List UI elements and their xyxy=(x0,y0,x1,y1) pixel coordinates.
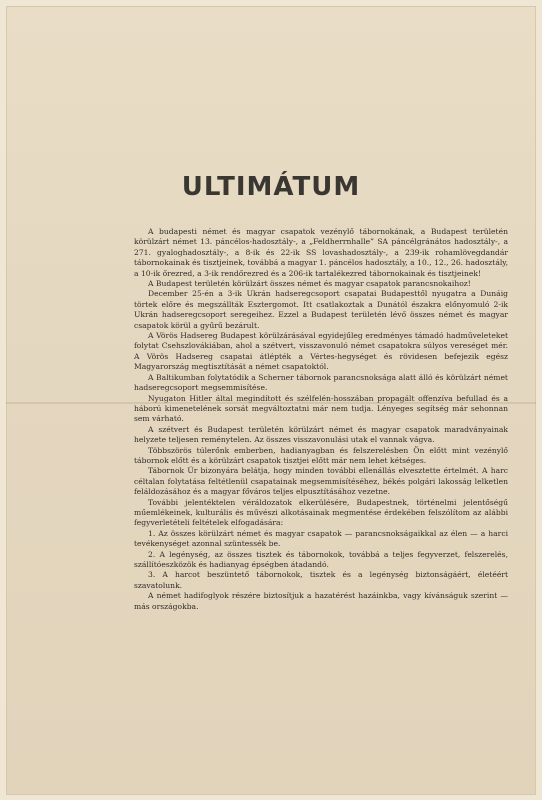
paragraph-prisoners: A német hadifoglyok részére biztosítjuk a hazatérést hazáinkba, vagy kívánságuk szerint — más országokba. xyxy=(134,591,508,611)
paragraph-red-army: A Vörös Hadsereg Budapest körülzárásával egyidejűleg eredményes támadó hadműveleteket folytat Csehszlovákiában, ahol a szétvert, visszavonuló német csapatokra súlyos vereséget mér. A Vörös Hadsereg csapatai átlépték a Vértes-hegységet és rövidesen befejezik egész Magyarország megtisztítását a német csapatoktól. xyxy=(134,331,508,372)
condition-2: 2. A legénység, az összes tisztek és tábornokok, továbbá a teljes fegyverzet, felszerelés, szállítóeszközök és hadianyag épségben átadandó. xyxy=(134,549,508,569)
document-title: ULTIMÁTUM xyxy=(181,172,361,202)
condition-1: 1. Az összes körülzárt német és magyar csapatok — parancsnokságaikkal az élen — a harci tevékenységet azonnal szüntessék be. xyxy=(134,528,508,549)
paragraph-general: Tábornok Úr bizonyára belátja, hogy minden további ellenállás elvesztette értelmét. A harc céltalan folytatása feltétlenül csapatainak megsemmisítéséhez, békés polgári lakosság lelketlen feláldozásához és a magyar főváros teljes elpusztításához vezetne. xyxy=(134,466,508,497)
paragraph-summons: További jelentéktelen véráldozatok elkerülésére, Budapestnek, történelmi jelentőségű műemlékeinek, kulturális és művészi alkotásainak megmentése érdekében felszólítom az alábbi fegyverletételi feltételek elfogadására: xyxy=(134,497,508,528)
paragraph-addressee: A budapesti német és magyar csapatok vezénylő tábornokának, a Budapest területén körülzárt német 13. páncélos-hadosztály-, a „Feldherrnhalle” SA páncélgránátos hadosztály-, a 271. gyaloghadosztály-, a 8-ik és 22-ik SS lovashadosztály-, a 239-ik rohamlövegdandár tábornokainak és tisztjeinek, továbbá a magyar 1. páncélos hadosztály, a 10., 12., 26. hadosztály, a 10-ik őrezred, a 3-ik rendőrezred és a 206-ik tartalékezred tábornokainak és tisztjeinek! xyxy=(134,227,508,278)
paragraph-december-25: December 25-én a 3-ik Ukrán hadseregcsoport csapatai Budapesttől nyugatra a Dunáig törtek előre és megszállták Esztergomot. Itt csatlakoztak a Dunától északra előnyomuló 2-ik Ukrán hadseregcsoport seregeihez. Ezzel a Budapest területén lévő összes német és magyar csapatok körül a gyűrű bezárult. xyxy=(134,289,508,330)
document-body xyxy=(134,227,508,612)
paragraph-west-offensive: Nyugaton Hitler által megindított és szélfelén-hosszában propagált offenzíva befullad és a háború kimenetelének sorsát megváltoztatni már nem tudja. Lényeges segítség már sehonnan sem várható. xyxy=(134,393,508,424)
condition-3: 3. A harcot beszüntető tábornokok, tisztek és a legénység biztonságáért, életéért szavatolunk. xyxy=(134,570,508,590)
paragraph-baltic: A Baltikumban folytatódik a Scherner tábornok parancsnoksága alatt álló és körülzárt német hadseregcsoport megsemmisítése. xyxy=(134,372,508,393)
document-page xyxy=(6,6,536,795)
paragraph-situation: A szétvert és Budapest területén körülzárt német és magyar csapatok maradványainak helyzete teljesen reménytelen. Az összes visszavonulási utak el vannak vágva. xyxy=(134,424,508,445)
paragraph-commanders: A Budapest területén körülzárt összes német és magyar csapatok parancsnokaihoz! xyxy=(148,279,471,289)
paragraph-superiority: Többszörös túlerőnk emberben, hadianyagban és felszerelésben Ön előtt mint vezénylő tábornok előtt és a körülzárt csapatok tisztjei előtt már nem lehet kétséges. xyxy=(134,445,508,465)
